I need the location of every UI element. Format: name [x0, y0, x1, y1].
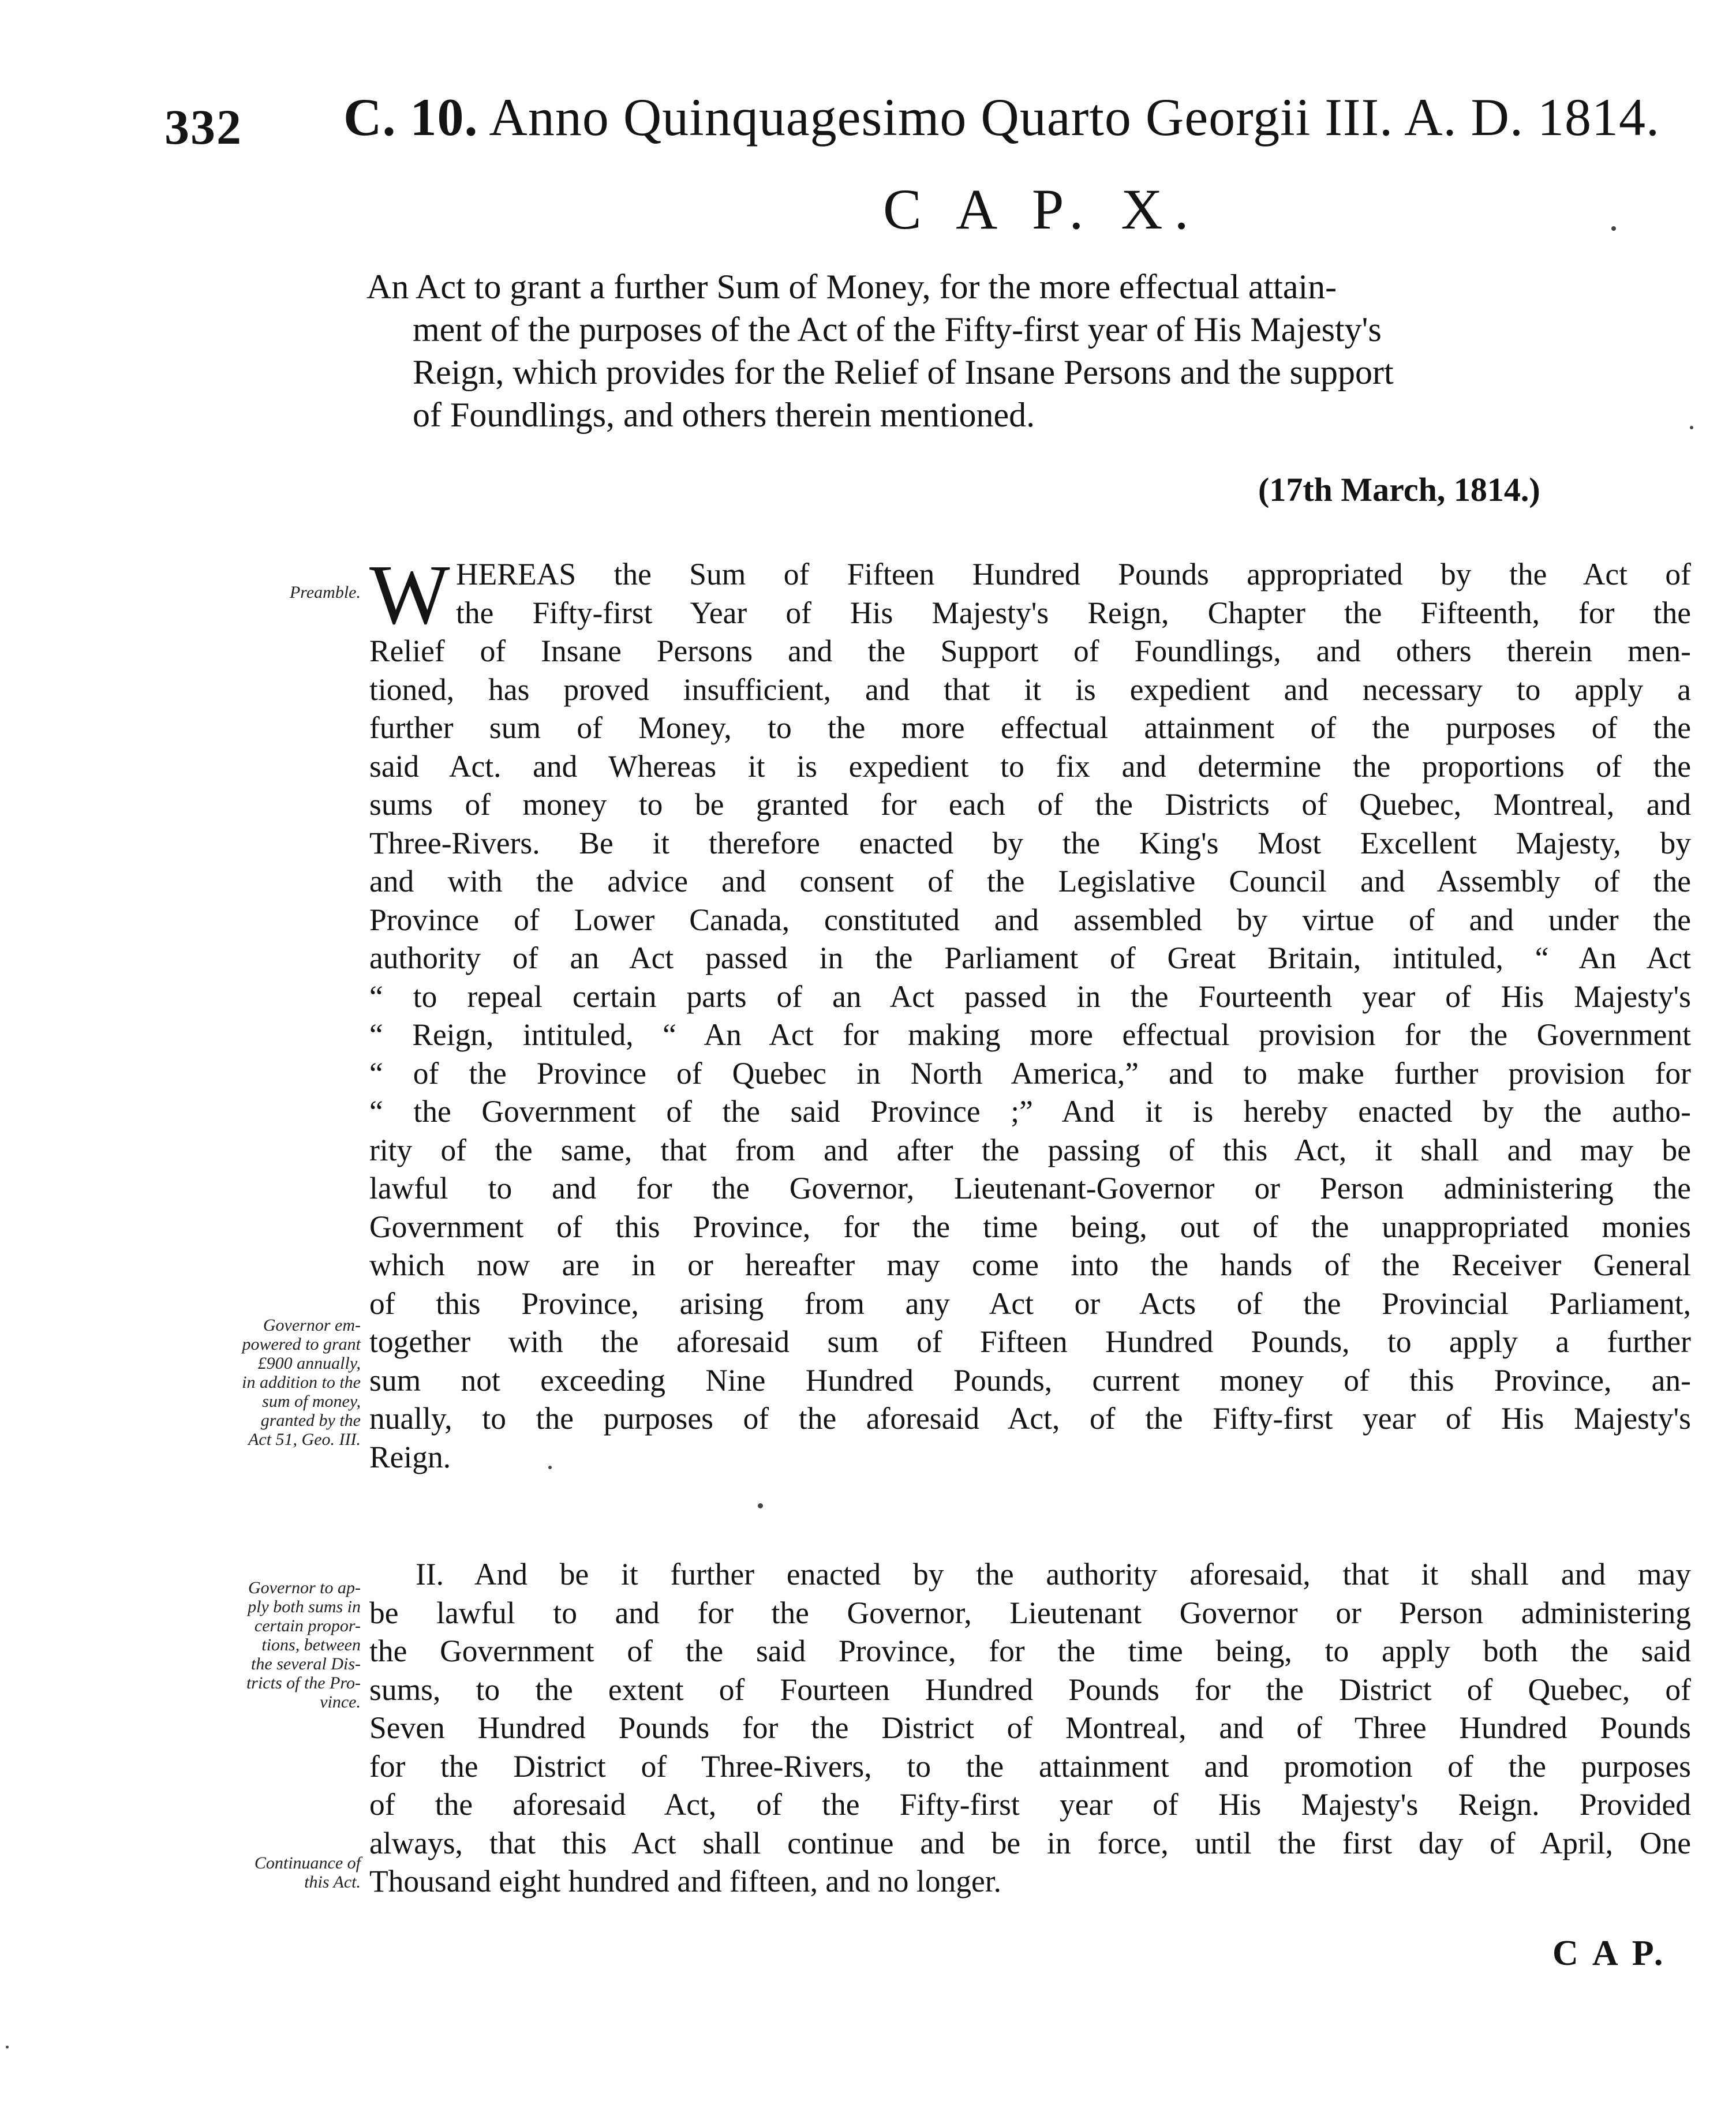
margin-note-line: sum of money,	[262, 1392, 361, 1411]
body-line: together with the aforesaid sum of Fifteen Hundred Pounds, to apply a further	[369, 1324, 1691, 1359]
margin-note-line: tions, between	[261, 1635, 361, 1654]
body-line: sums, to the extent of Fourteen Hundred Pounds for the District of Quebec, of	[369, 1672, 1691, 1707]
drop-cap: W	[369, 548, 450, 642]
body-line: “ to repeal certain parts of an Act passed in the Fourteenth year of His Majesty's	[369, 979, 1691, 1014]
margin-note-line: ply both sums in	[248, 1597, 361, 1616]
body-line: sum not exceeding Nine Hundred Pounds, current money of this Province, an-	[369, 1362, 1691, 1398]
margin-note-preamble	[164, 583, 361, 602]
margin-note-line: Governor to ap-	[248, 1578, 361, 1597]
page-number: 332	[164, 99, 242, 155]
margin-note-line: this Act.	[304, 1873, 361, 1892]
margin-note-line: Governor em-	[263, 1316, 361, 1335]
body-line: sums of money to be granted for each of the Districts of Quebec, Montreal, and	[369, 787, 1691, 822]
margin-note-governor-empowered	[164, 1316, 361, 1449]
margin-note-line: Act 51, Geo. III.	[248, 1430, 361, 1449]
margin-note-line: Preamble.	[289, 583, 361, 602]
act-title-line: An Act to grant a further Sum of Money, for the more effectual attain-	[366, 268, 1337, 306]
body-line: Reign.	[369, 1439, 451, 1474]
regnal-year-title: Anno Quinquagesimo Quarto Georgii III. A. D. 1814.	[489, 88, 1660, 147]
body-line: be lawful to and for the Governor, Lieutenant Governor or Person administering	[369, 1595, 1691, 1630]
body-line: the Fifty-first Year of His Majesty's Reign, Chapter the Fifteenth, for the	[456, 595, 1691, 630]
running-head-title	[343, 87, 1660, 148]
act-title-line: ment of the purposes of the Act of the Fifty-first year of His Majesty's	[413, 310, 1382, 349]
body-line: Relief of Insane Persons and the Support of Foundlings, and others therein men-	[369, 634, 1691, 668]
margin-note-governor-to-apply	[164, 1578, 361, 1712]
scan-speck	[1611, 226, 1616, 231]
body-line: lawful to and for the Governor, Lieutenant-Governor or Person administering the	[369, 1171, 1691, 1205]
body-line: Thousand eight hundred and fifteen, and no longer.	[369, 1864, 1001, 1898]
catchword: C A P.	[1552, 1934, 1667, 1973]
body-line: the Government of the said Province, for the time being, to apply both the said	[369, 1634, 1691, 1668]
body-line: rity of the same, that from and after the passing of this Act, it shall and may be	[369, 1132, 1691, 1167]
act-title-line: Reign, which provides for the Relief of Insane Persons and the support	[413, 353, 1394, 391]
margin-note-continuance	[164, 1853, 361, 1892]
chapter-heading: C A P. X.	[883, 177, 1200, 241]
body-line: “ of the Province of Quebec in North America,” and to make further provision for	[369, 1055, 1691, 1091]
body-line: Three-Rivers. Be it therefore enacted by the King's Most Excellent Majesty, by	[369, 825, 1691, 860]
body-line: of the aforesaid Act, of the Fifty-first year of His Majesty's Reign. Provided	[369, 1787, 1691, 1822]
body-line: tioned, has proved insufficient, and that it is expedient and necessary to apply a	[369, 672, 1691, 707]
margin-note-line: certain propor-	[254, 1616, 361, 1635]
act-long-title	[366, 265, 1682, 436]
body-line: and with the advice and consent of the Legislative Council and Assembly of the	[369, 864, 1691, 898]
preamble-text	[369, 548, 1691, 1476]
body-line: Government of this Province, for the time being, out of the unappropriated monies	[369, 1209, 1691, 1244]
body-line: “ Reign, intituled, “ An Act for making more effectual provision for the Government	[369, 1017, 1691, 1052]
body-line: of this Province, arising from any Act or Acts of the Provincial Parliament,	[369, 1286, 1691, 1321]
scan-speck	[6, 2046, 9, 2049]
body-line: Province of Lower Canada, constituted and assembled by virtue of and under the	[369, 902, 1691, 937]
body-line: nually, to the purposes of the aforesaid Act, of the Fifty-first year of His Majesty's	[369, 1401, 1691, 1436]
scan-speck	[548, 1466, 552, 1469]
body-line: further sum of Money, to the more effectual attainment of the purposes of the	[369, 710, 1691, 745]
running-head	[164, 87, 1673, 167]
body-line: authority of an Act passed in the Parliament of Great Britain, intituled, “ An Act	[369, 941, 1691, 975]
margin-note-line: Continuance of	[254, 1853, 361, 1873]
body-line: which now are in or hereafter may come into the hands of the Receiver General	[369, 1248, 1691, 1282]
body-line: “ the Government of the said Province ;” And it is hereby enacted by the autho-	[369, 1094, 1691, 1129]
margin-note-line: tricts of the Pro-	[246, 1673, 361, 1692]
body-line: said Act. and Whereas it is expedient to fix and determine the proportions of the	[369, 748, 1691, 784]
margin-note-line: powered to grant	[242, 1335, 361, 1354]
act-title-line: of Foundlings, and others therein mentioned.	[413, 396, 1035, 434]
section-2-text	[369, 1555, 1691, 1901]
margin-note-line: in addition to the	[242, 1373, 361, 1392]
scan-speck	[758, 1503, 763, 1508]
margin-note-line: vince.	[320, 1692, 361, 1712]
body-line: Seven Hundred Pounds for the District of Montreal, and of Three Hundred Pounds	[369, 1710, 1691, 1745]
margin-note-line: granted by the	[260, 1411, 361, 1430]
body-line: HEREAS the Sum of Fifteen Hundred Pounds appropriated by the Act of	[456, 557, 1691, 591]
margin-note-line: £900 annually,	[257, 1354, 361, 1373]
body-line: always, that this Act shall continue and be in force, until the first day of April, One	[369, 1825, 1691, 1860]
body-line: for the District of Three-Rivers, to the attainment and promotion of the purposes	[369, 1748, 1691, 1784]
margin-note-line: the several Dis-	[251, 1654, 361, 1673]
chapter-reference: C. 10.	[343, 88, 478, 147]
body-line: II. And be it further enacted by the authority aforesaid, that it shall and may	[416, 1557, 1691, 1591]
scan-speck	[1690, 426, 1693, 429]
assent-date: (17th March, 1814.)	[1258, 471, 1540, 508]
